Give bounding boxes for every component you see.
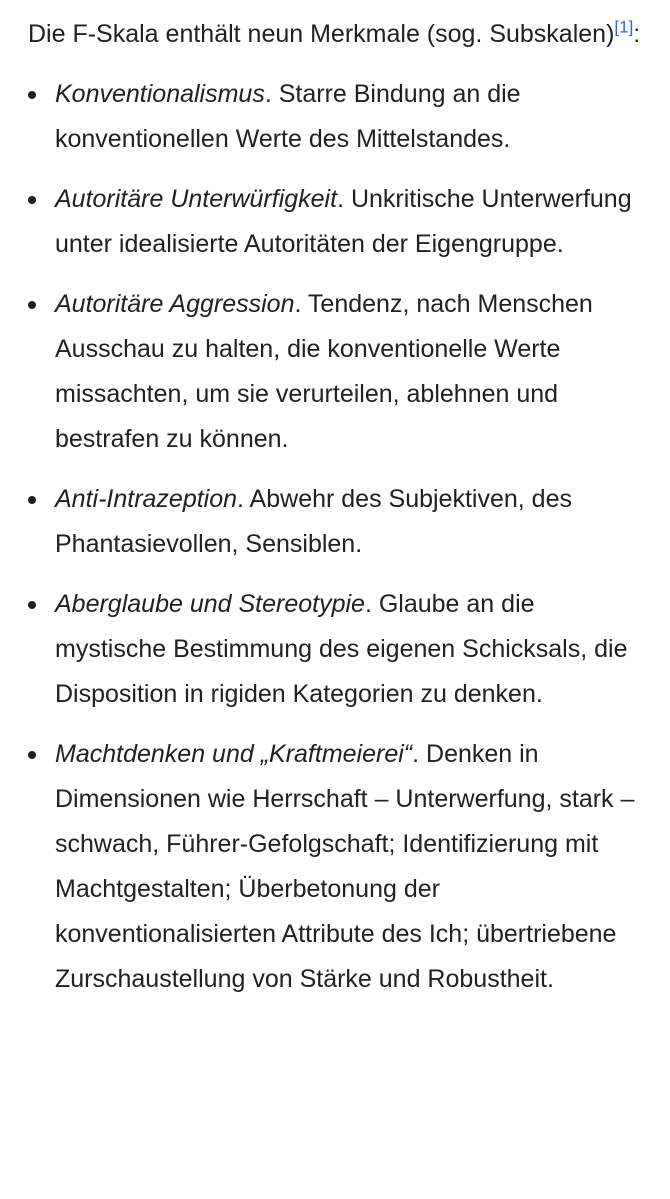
bullet-icon — [28, 496, 36, 504]
item-term: Autoritäre Unterwürfigkeit — [55, 185, 338, 213]
item-description: . Unkritische Unterwerfung unter idealisierte Autoritäten der Eigengruppe. — [55, 185, 632, 258]
item-description: . Abwehr des Subjektiven, des Phantasievollen, Sensiblen. — [55, 485, 572, 558]
item-description: . Starre Bindung an die konventionellen Werte des Mittelstandes. — [55, 80, 521, 153]
intro-paragraph — [28, 12, 650, 57]
item-term: Machtdenken und „Kraftmeierei“ — [55, 740, 413, 768]
list-item — [28, 72, 650, 162]
list-item — [28, 732, 650, 1002]
intro-colon: : — [633, 20, 641, 48]
list-item — [28, 177, 650, 267]
bullet-icon — [28, 196, 36, 204]
item-term: Konventionalismus — [55, 80, 265, 108]
bullet-icon — [28, 301, 36, 309]
item-term: Anti-Intrazeption — [55, 485, 238, 513]
subscale-list — [28, 72, 650, 1002]
bullet-icon — [28, 751, 36, 759]
citation-link[interactable]: [1] — [614, 17, 634, 37]
bullet-icon — [28, 601, 36, 609]
item-description: . Tendenz, nach Menschen Ausschau zu halten, die konventionelle Werte missachten, um sie verurteilen, ablehnen und bestrafen zu können. — [55, 290, 593, 453]
intro-text: Die F-Skala enthält neun Merkmale (sog. Subskalen) — [28, 20, 615, 48]
list-item — [28, 582, 650, 717]
item-term: Aberglaube und Stereotypie — [55, 590, 365, 618]
item-description: . Glaube an die mystische Bestimmung des eigenen Schicksals, die Disposition in rigiden Kategorien zu denken. — [55, 590, 628, 708]
bullet-icon — [28, 91, 36, 99]
item-term: Autoritäre Aggression — [55, 290, 295, 318]
list-item — [28, 282, 650, 462]
item-description: . Denken in Dimensionen wie Herrschaft – Unterwerfung, stark – schwach, Führer-Gefolgschaft; Identifizierung mit Machtgestalten; Überbetonung der konventionalisierten Attribute des Ich; übertriebene Zurschaustellung von Stärke und Robustheit. — [55, 740, 635, 993]
list-item — [28, 477, 650, 567]
